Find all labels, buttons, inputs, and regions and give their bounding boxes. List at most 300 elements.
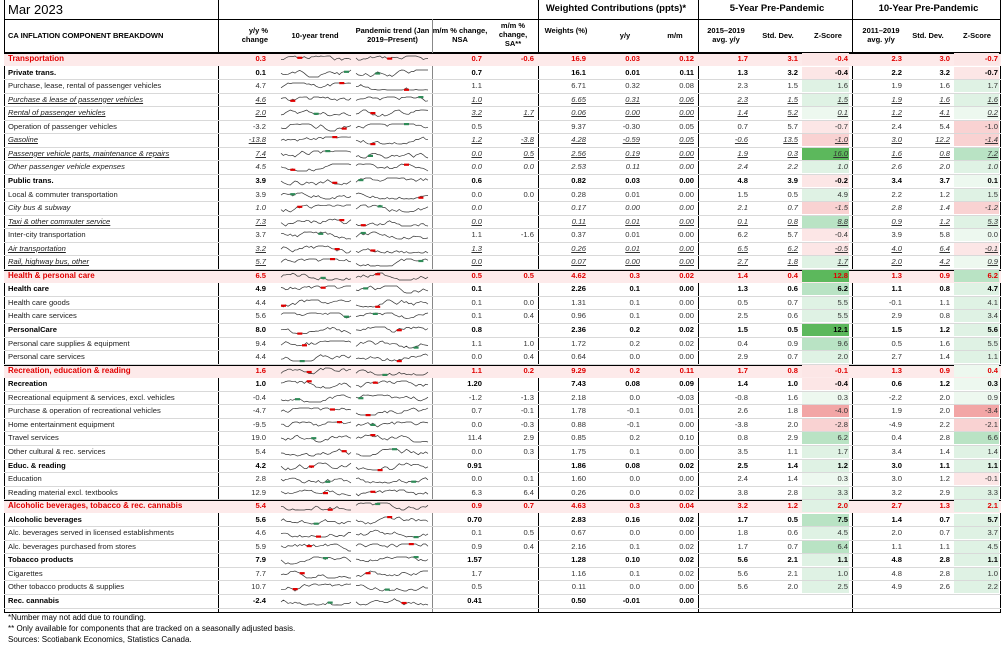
row-rule — [4, 486, 1001, 487]
cell-yy: 5.7 — [255, 257, 266, 267]
cell-wmm: 0.00 — [679, 284, 694, 294]
cell-a10: 3.9 — [891, 230, 902, 240]
group-weighted: Weighted Contributions (ppts)* — [545, 3, 687, 14]
sparkline — [281, 204, 351, 213]
cell-a5: 3.5 — [737, 446, 748, 456]
cell-s5: 3.9 — [787, 175, 798, 185]
cell-z10: 1.1 — [987, 555, 998, 565]
cell-s10: 12.2 — [935, 135, 950, 145]
cell-wyy: 0.0 — [629, 582, 640, 592]
sparkline — [356, 367, 428, 376]
row-label: Operation of passenger vehicles — [8, 121, 117, 131]
cell-wyy: 0.1 — [629, 284, 640, 294]
cell-s10: 1.2 — [939, 189, 950, 199]
sparkline — [356, 516, 428, 525]
cell-s5: 0.3 — [787, 148, 798, 158]
sparkline — [281, 462, 351, 471]
sparkline — [281, 163, 351, 172]
cell-s5: 13.5 — [783, 135, 798, 145]
cell-wyy: 0.1 — [629, 311, 640, 321]
sparkline — [281, 285, 351, 294]
cell-a10: 0.5 — [891, 338, 902, 348]
cell-s5: 0.8 — [787, 216, 798, 226]
cell-w: 0.50 — [571, 596, 586, 605]
sparkline — [356, 394, 428, 403]
cell-yy: 4.7 — [255, 81, 266, 91]
sparkline — [281, 475, 351, 484]
row-label: Recreation, education & reading — [8, 365, 131, 375]
cell-a5: 2.5 — [737, 460, 748, 470]
cell-z10: 3.4 — [987, 311, 998, 321]
cell-z10: 1.1 — [987, 352, 998, 362]
cell-a10: 1.3 — [891, 270, 902, 280]
cell-z10: 5.5 — [987, 338, 998, 348]
cell-yy: 19.0 — [251, 433, 266, 443]
row-label: Personal care supplies & equipment — [8, 338, 130, 348]
cell-a5: 2.5 — [737, 311, 748, 321]
cell-mmn: 0.0 — [471, 474, 482, 484]
cell-wmm: 0.00 — [679, 203, 694, 213]
cell-a5: 5.6 — [737, 582, 748, 592]
cell-a10: -0.1 — [888, 297, 902, 307]
cell-mmn: 0.0 — [471, 203, 482, 213]
cell-s10: 4.2 — [939, 257, 950, 267]
sparkline — [281, 502, 351, 511]
cell-z5: -0.1 — [834, 365, 848, 375]
sparkline — [356, 272, 428, 281]
cell-z10: 7.2 — [987, 148, 998, 158]
cell-wmm: 0.02 — [679, 270, 694, 280]
header-mm: m/m — [667, 31, 683, 40]
sparkline — [356, 462, 428, 471]
row-label: Other cultural & rec. services — [8, 446, 106, 456]
cell-z5: -0.4 — [834, 230, 848, 240]
cell-z10: -0.1 — [984, 474, 998, 484]
cell-a5: 2.1 — [737, 203, 748, 213]
cell-wyy: 0.1 — [629, 446, 640, 456]
cell-mmn: 0.6 — [471, 175, 482, 185]
cell-w: 0.37 — [571, 230, 586, 240]
cell-w: 0.85 — [571, 433, 586, 443]
cell-s5: 5.7 — [787, 230, 798, 240]
cell-s10: 1.1 — [939, 297, 950, 307]
cell-w: 0.28 — [571, 189, 586, 199]
cell-w: 7.43 — [571, 379, 586, 389]
cell-z10: 3.3 — [987, 487, 998, 497]
sparkline — [281, 570, 351, 579]
cell-wmm: 0.02 — [679, 568, 694, 578]
cell-wmm: -0.03 — [676, 392, 694, 402]
cell-a10: 0.6 — [891, 379, 902, 389]
header-pandemic-trend: Pandemic trend (Jan 2019–Present) — [355, 26, 430, 44]
row-rule — [4, 309, 1001, 310]
row-rule — [4, 472, 1001, 473]
cell-mmn: 1.7 — [471, 568, 482, 578]
cell-wyy: -0.30 — [622, 121, 640, 131]
cell-s10: 5.4 — [939, 121, 950, 131]
cell-a10: 1.5 — [891, 325, 902, 334]
cell-s10: 2.8 — [939, 555, 950, 565]
sparkline — [356, 448, 428, 457]
cell-w: 9.29 — [571, 365, 586, 375]
cell-w: 0.11 — [571, 216, 586, 226]
cell-a10: 1.6 — [891, 148, 902, 158]
cell-z10: -1.4 — [984, 135, 998, 145]
sparkline — [281, 312, 351, 321]
cell-wyy: 0.3 — [629, 270, 640, 280]
cell-z5: 4.9 — [837, 189, 848, 199]
row-label: Inter-city transportation — [8, 230, 86, 240]
cell-z10: 5.6 — [987, 325, 998, 334]
cell-a5: 2.3 — [737, 81, 748, 91]
cell-s5: 1.0 — [787, 379, 798, 389]
cell-z10: 4.7 — [987, 284, 998, 294]
cell-w: 4.62 — [571, 270, 586, 280]
cell-w: 1.28 — [571, 555, 586, 565]
sparkline — [356, 597, 428, 606]
cell-mmn: 0.1 — [471, 311, 482, 321]
cell-s5: 5.2 — [787, 108, 798, 118]
cell-z10: 1.7 — [987, 81, 998, 91]
cell-w: 1.60 — [571, 474, 586, 484]
row-label: Personal care services — [8, 352, 85, 362]
cell-s10: 2.8 — [939, 568, 950, 578]
cell-s5: 2.9 — [787, 433, 798, 443]
cell-wyy: 0.11 — [625, 162, 640, 172]
cell-yy: 4.6 — [255, 528, 266, 538]
cell-wmm: 0.00 — [679, 352, 694, 362]
sparkline — [281, 177, 351, 186]
cell-z10: 6.6 — [987, 433, 998, 443]
cell-wyy: 0.0 — [629, 352, 640, 362]
cell-mms: 0.4 — [523, 352, 534, 362]
cell-a5: 0.4 — [737, 338, 748, 348]
cell-a10: -4.9 — [888, 419, 902, 429]
cell-mmn: 0.7 — [471, 406, 482, 416]
cell-yy: 3.9 — [255, 175, 266, 185]
cell-wyy: 0.10 — [625, 555, 640, 565]
sparkline — [356, 570, 428, 579]
cell-yy: 4.4 — [255, 297, 266, 307]
sparkline — [281, 69, 351, 78]
cell-wyy: 0.0 — [629, 474, 640, 484]
cell-s10: 0.8 — [939, 148, 950, 158]
sparkline — [356, 434, 428, 443]
group-ten-year: 10-Year Pre-Pandemic — [878, 3, 979, 14]
sparkline — [356, 231, 428, 240]
sparkline — [356, 583, 428, 592]
cell-s5: 1.4 — [787, 474, 798, 484]
cell-wyy: 0.0 — [629, 528, 640, 538]
cell-mmn: 0.1 — [471, 284, 482, 294]
row-rule — [4, 296, 1001, 297]
cell-yy: -2.4 — [252, 596, 266, 605]
cell-mms: 0.4 — [523, 311, 534, 321]
cell-a5: 6.2 — [737, 230, 748, 240]
sparkline — [281, 55, 351, 64]
row-label: Alc. beverages purchased from stores — [8, 541, 136, 551]
cell-z5: 1.7 — [837, 257, 848, 267]
row-label: Air transportation — [8, 243, 66, 253]
cell-yy: 0.1 — [255, 67, 266, 77]
cell-wyy: 0.00 — [625, 108, 640, 118]
cell-a10: 3.4 — [891, 175, 902, 185]
sparkline — [281, 394, 351, 403]
row-label: Local & commuter transportation — [8, 189, 118, 199]
cell-z5: 8.8 — [837, 216, 848, 226]
cell-s5: 1.8 — [787, 406, 798, 416]
cell-mmn: 0.0 — [471, 148, 482, 158]
cell-z10: 2.2 — [987, 582, 998, 592]
cell-yy: 9.4 — [255, 338, 266, 348]
cell-s10: 2.6 — [939, 582, 950, 592]
cell-z5: -0.7 — [834, 121, 848, 131]
row-label: Alc. beverages served in licensed establishments — [8, 528, 174, 538]
cell-z5: 1.0 — [837, 162, 848, 172]
sparkline — [281, 380, 351, 389]
cell-mms: -1.6 — [520, 230, 534, 240]
cell-wyy: 0.01 — [625, 189, 640, 199]
cell-w: 1.75 — [571, 446, 586, 456]
cell-z10: 6.2 — [987, 270, 998, 280]
cell-z5: -1.0 — [834, 135, 848, 145]
cell-w: 1.16 — [571, 568, 586, 578]
cell-wyy: 0.01 — [625, 230, 640, 240]
cell-s5: 2.2 — [787, 162, 798, 172]
cell-s10: 1.2 — [939, 325, 950, 334]
cell-a5: 2.4 — [737, 162, 748, 172]
row-rule — [4, 323, 1001, 324]
cell-yy: 5.4 — [255, 501, 266, 511]
cell-z10: 0.4 — [987, 365, 998, 375]
sparkline — [281, 367, 351, 376]
cell-wyy: 0.19 — [625, 148, 640, 158]
cell-a5: 2.3 — [737, 94, 748, 104]
cell-a10: 2.9 — [891, 311, 902, 321]
cell-mmn: 0.8 — [471, 325, 482, 334]
cell-wmm: 0.04 — [679, 501, 694, 511]
sparkline — [281, 448, 351, 457]
cell-z10: 1.0 — [987, 162, 998, 172]
row-label: Other passenger vehicle expenses — [8, 162, 125, 172]
cell-w: 2.16 — [571, 541, 586, 551]
cell-a10: 2.8 — [891, 203, 902, 213]
cell-s5: 0.8 — [787, 365, 798, 375]
cell-mmn: 3.2 — [471, 108, 482, 118]
sparkline — [356, 489, 428, 498]
cell-wyy: 0.08 — [625, 379, 640, 389]
cell-w: 2.53 — [571, 162, 586, 172]
cell-wmm: 0.00 — [679, 596, 694, 605]
cell-a5: 5.6 — [737, 555, 748, 565]
cell-s5: 2.0 — [787, 419, 798, 429]
sparkline — [356, 556, 428, 565]
cell-s10: 0.7 — [939, 514, 950, 524]
cell-z10: 3.7 — [987, 528, 998, 538]
cell-s10: 6.4 — [939, 243, 950, 253]
cell-mmn: 0.0 — [471, 189, 482, 199]
cell-a5: 2.4 — [737, 474, 748, 484]
header-mm-nsa: m/m % change, NSA — [432, 26, 488, 44]
cell-mmn: 0.0 — [471, 162, 482, 172]
row-label: Travel services — [8, 433, 59, 443]
cell-w: 0.06 — [571, 108, 586, 118]
cell-wyy: 0.1 — [629, 541, 640, 551]
sparkline — [356, 380, 428, 389]
cell-yy: 5.6 — [255, 514, 266, 524]
cell-z10: 1.4 — [987, 446, 998, 456]
cell-z5: 1.1 — [837, 555, 848, 565]
cell-wyy: 0.0 — [629, 392, 640, 402]
cell-a5: 1.8 — [737, 528, 748, 538]
cell-wyy: -0.01 — [622, 596, 640, 605]
row-rule — [4, 337, 1001, 338]
row-rule — [4, 418, 1001, 419]
cell-mmn: 6.3 — [471, 487, 482, 497]
cell-wyy: 0.2 — [629, 338, 640, 348]
cell-mmn: 0.5 — [471, 582, 482, 592]
cell-mmn: 0.5 — [471, 121, 482, 131]
cell-yy: 10.7 — [251, 582, 266, 592]
cell-s5: 2.8 — [787, 487, 798, 497]
cell-yy: 3.9 — [255, 189, 266, 199]
cell-s10: 1.6 — [939, 94, 950, 104]
row-label: Tobacco products — [8, 555, 74, 565]
cell-s5: 2.1 — [787, 555, 798, 565]
sparkline — [356, 191, 428, 200]
sparkline — [281, 258, 351, 267]
cell-a5: 1.4 — [737, 108, 748, 118]
row-label: Cigarettes — [8, 568, 43, 578]
cell-a5: 3.8 — [737, 487, 748, 497]
cell-mmn: 1.1 — [471, 81, 482, 91]
cell-a5: 3.2 — [737, 501, 748, 511]
cell-z10: -1.0 — [984, 121, 998, 131]
cell-a10: 1.9 — [891, 81, 902, 91]
cell-w: 0.17 — [571, 203, 586, 213]
cell-z10: 1.5 — [987, 189, 998, 199]
sparkline — [356, 150, 428, 159]
cell-z5: 0.3 — [837, 392, 848, 402]
cell-a10: 2.6 — [891, 162, 902, 172]
cell-a10: 2.7 — [891, 501, 902, 511]
row-label: City bus & subway — [8, 203, 71, 213]
sparkline — [356, 204, 428, 213]
sparkline — [281, 123, 351, 132]
cell-wmm: 0.00 — [679, 108, 694, 118]
cell-wmm: 0.00 — [679, 148, 694, 158]
cell-s10: 0.7 — [939, 528, 950, 538]
cell-yy: 7.9 — [255, 555, 266, 565]
row-label: Rail, highway bus, other — [8, 257, 90, 267]
cell-s10: 0.8 — [939, 311, 950, 321]
header-sd10: Std. Dev. — [912, 31, 944, 40]
cell-s5: 0.6 — [787, 284, 798, 294]
sparkline — [356, 258, 428, 267]
sparkline — [356, 340, 428, 349]
cell-a10: 1.4 — [891, 514, 902, 524]
header-z5: Z-Score — [814, 31, 842, 40]
cell-mms: -0.1 — [520, 406, 534, 416]
cell-mms: -3.8 — [520, 135, 534, 145]
cell-wyy: 0.1 — [629, 568, 640, 578]
cell-s10: 3.2 — [939, 67, 950, 77]
cell-yy: 5.6 — [255, 311, 266, 321]
row-rule — [4, 255, 1001, 256]
sparkline — [281, 96, 351, 105]
cell-z5: 2.0 — [837, 352, 848, 362]
cell-mmn: 1.1 — [471, 230, 482, 240]
cell-s5: 0.5 — [787, 189, 798, 199]
sparkline — [281, 218, 351, 227]
cell-yy: 1.0 — [255, 203, 266, 213]
cell-mmn: 0.7 — [471, 67, 482, 77]
cell-wmm: 0.05 — [679, 121, 694, 131]
cell-z10: 2.1 — [987, 501, 998, 511]
cell-s10: 1.3 — [939, 501, 950, 511]
row-rule — [4, 608, 1001, 609]
cell-wmm: 0.02 — [679, 460, 694, 470]
cell-a10: 4.0 — [891, 243, 902, 253]
sparkline — [281, 434, 351, 443]
cell-z5: 1.5 — [837, 94, 848, 104]
cell-mms: 0.5 — [523, 270, 534, 280]
cell-mms: 0.0 — [523, 297, 534, 307]
cell-a5: -3.8 — [734, 419, 748, 429]
cell-s5: 0.5 — [787, 514, 798, 524]
row-rule — [4, 404, 1001, 405]
cell-mmn: 0.1 — [471, 297, 482, 307]
cell-yy: 0.3 — [255, 54, 266, 63]
row-rule — [4, 215, 1001, 216]
sparkline — [281, 421, 351, 430]
row-rule — [4, 580, 1001, 581]
cell-mmn: 0.7 — [471, 54, 482, 63]
row-rule — [4, 350, 1001, 351]
cell-wmm: 0.06 — [679, 94, 694, 104]
cell-wmm: 0.00 — [679, 189, 694, 199]
cell-z5: 9.6 — [837, 338, 848, 348]
cell-wmm: 0.11 — [679, 365, 694, 375]
cell-z5: 1.7 — [837, 446, 848, 456]
cell-a5: 1.3 — [737, 284, 748, 294]
cell-mms: -0.6 — [520, 54, 534, 63]
row-rule — [4, 459, 1001, 460]
sparkline — [356, 163, 428, 172]
cell-mms: 0.2 — [523, 365, 534, 375]
cell-z10: 5.3 — [987, 216, 998, 226]
cell-wyy: -0.59 — [622, 135, 640, 145]
cell-z5: 7.5 — [837, 514, 848, 524]
cell-z5: 2.5 — [837, 582, 848, 592]
cell-z5: 5.5 — [837, 297, 848, 307]
sparkline — [281, 136, 351, 145]
sparkline — [281, 82, 351, 91]
cell-wmm: 0.00 — [679, 474, 694, 484]
cell-wmm: 0.00 — [679, 446, 694, 456]
cell-s10: 3.0 — [939, 54, 950, 63]
row-label: Other tobacco products & supplies — [8, 582, 125, 592]
cell-a10: 2.0 — [891, 257, 902, 267]
cell-s10: 1.1 — [939, 460, 950, 470]
cell-s10: 3.7 — [939, 175, 950, 185]
sparkline — [281, 191, 351, 200]
cell-a10: 1.3 — [891, 365, 902, 375]
cell-a10: 2.4 — [891, 121, 902, 131]
cell-s5: 0.7 — [787, 352, 798, 362]
cell-wyy: 0.1 — [629, 297, 640, 307]
cell-a10: 2.2 — [891, 67, 902, 77]
